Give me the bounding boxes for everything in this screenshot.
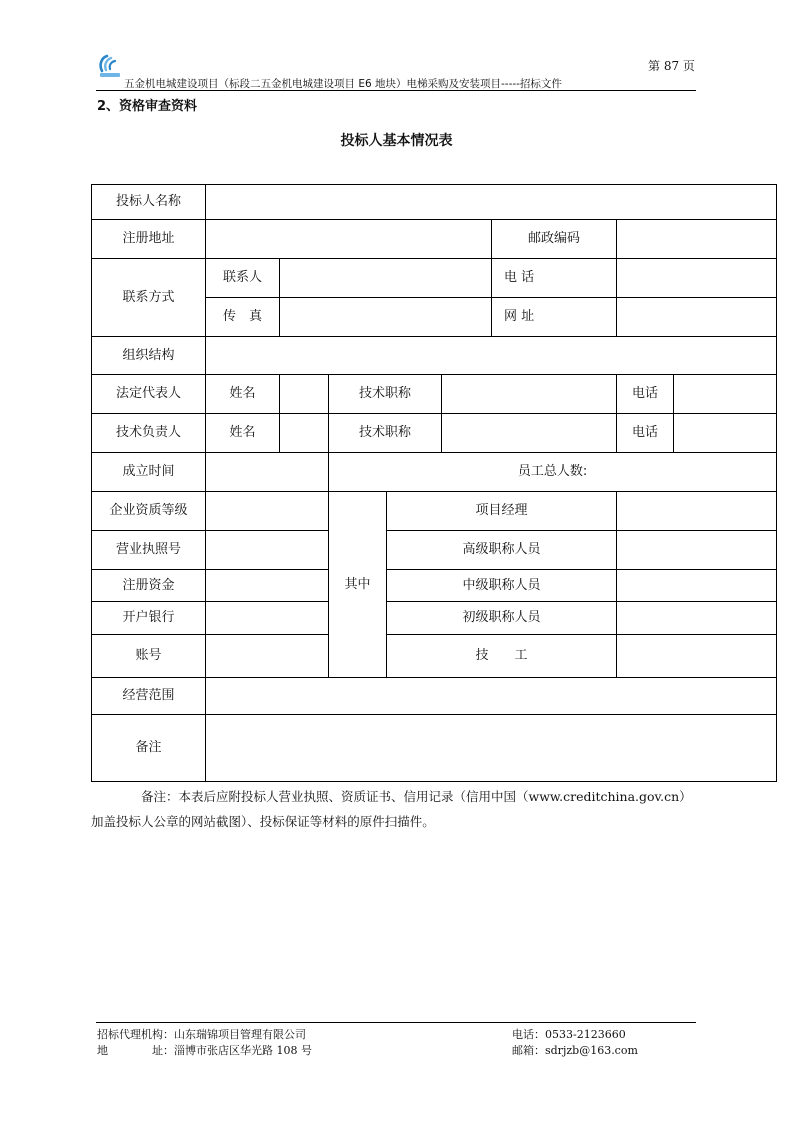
table-row bbox=[92, 453, 777, 492]
section-title: 2、资格审查资料 bbox=[97, 99, 198, 114]
label-legal-rep: 法定代表人 bbox=[92, 375, 206, 414]
footer-agency-value: 山东瑞锦项目管理有限公司 bbox=[174, 1028, 306, 1041]
table-note: 备注：本表后应附投标人营业执照、资质证书、信用记录（信用中国（www.creditchina.gov.cn）加盖投标人公章的网站截图）、投标保证等材料的原件扫描件。 bbox=[91, 789, 692, 829]
label-legal-rep-title: 技术职称 bbox=[329, 375, 442, 414]
field-founded[interactable] bbox=[206, 453, 329, 492]
label-legal-rep-name: 姓名 bbox=[206, 375, 280, 414]
bidder-info-table bbox=[91, 184, 777, 782]
document-title: 投标人基本情况表 bbox=[340, 133, 453, 149]
field-legal-rep-title[interactable] bbox=[442, 375, 617, 414]
label-bank: 开户银行 bbox=[92, 602, 206, 635]
field-org-structure[interactable] bbox=[206, 337, 777, 375]
page-number: 第 87 页 bbox=[648, 59, 695, 73]
label-technician: 技 工 bbox=[387, 635, 617, 678]
footer-address-label-b: 址： bbox=[152, 1044, 174, 1057]
label-project-manager: 项目经理 bbox=[387, 492, 617, 531]
label-website: 网 址 bbox=[492, 298, 617, 337]
label-org-structure: 组织结构 bbox=[92, 337, 206, 375]
table-row bbox=[92, 414, 777, 453]
field-reg-capital[interactable] bbox=[206, 570, 329, 602]
footer-phone-label: 电话： bbox=[512, 1028, 545, 1041]
footer-email-label: 邮箱： bbox=[512, 1044, 545, 1057]
field-legal-rep-name[interactable] bbox=[280, 375, 329, 414]
label-reg-address: 注册地址 bbox=[92, 220, 206, 259]
header-divider bbox=[96, 90, 696, 91]
field-remarks[interactable] bbox=[206, 715, 777, 782]
table-row bbox=[92, 220, 777, 259]
field-tech-lead-phone[interactable] bbox=[674, 414, 777, 453]
label-license-no: 营业执照号 bbox=[92, 531, 206, 570]
label-account: 账号 bbox=[92, 635, 206, 678]
label-postcode: 邮政编码 bbox=[492, 220, 617, 259]
label-remarks: 备注 bbox=[92, 715, 206, 782]
field-reg-address[interactable] bbox=[206, 220, 492, 259]
field-project-manager[interactable] bbox=[617, 492, 777, 531]
label-founded: 成立时间 bbox=[92, 453, 206, 492]
field-license-no[interactable] bbox=[206, 531, 329, 570]
field-legal-rep-phone[interactable] bbox=[674, 375, 777, 414]
label-junior-staff: 初级职称人员 bbox=[387, 602, 617, 635]
label-contact-phone: 电 话 bbox=[492, 259, 617, 298]
table-row bbox=[92, 259, 777, 298]
field-junior-staff[interactable] bbox=[617, 602, 777, 635]
label-bidder-name: 投标人名称 bbox=[92, 185, 206, 220]
label-reg-capital: 注册资金 bbox=[92, 570, 206, 602]
field-tech-lead-title[interactable] bbox=[442, 414, 617, 453]
footer-agency-label: 招标代理机构： bbox=[97, 1028, 174, 1041]
footer-address-label-a: 地 bbox=[97, 1044, 108, 1057]
table-row bbox=[92, 602, 777, 635]
field-contact-person[interactable] bbox=[280, 259, 492, 298]
label-tech-lead-phone: 电话 bbox=[617, 414, 674, 453]
table-row bbox=[92, 570, 777, 602]
label-mid-staff: 中级职称人员 bbox=[387, 570, 617, 602]
footer-email-value[interactable]: sdrjzb@163.com bbox=[545, 1044, 638, 1057]
field-qualification[interactable] bbox=[206, 492, 329, 531]
field-account[interactable] bbox=[206, 635, 329, 678]
table-row bbox=[92, 635, 777, 678]
table-row bbox=[92, 715, 777, 782]
table-row bbox=[92, 185, 777, 220]
company-logo bbox=[97, 53, 123, 79]
label-tech-lead: 技术负责人 bbox=[92, 414, 206, 453]
footer-phone bbox=[512, 1026, 626, 1042]
field-bank[interactable] bbox=[206, 602, 329, 635]
label-qualification: 企业资质等级 bbox=[92, 492, 206, 531]
label-business-scope: 经营范围 bbox=[92, 678, 206, 715]
table-row bbox=[92, 337, 777, 375]
field-postcode[interactable] bbox=[617, 220, 777, 259]
label-fax: 传 真 bbox=[206, 298, 280, 337]
label-tech-lead-name: 姓名 bbox=[206, 414, 280, 453]
footer-divider bbox=[96, 1022, 696, 1023]
field-website[interactable] bbox=[617, 298, 777, 337]
field-mid-staff[interactable] bbox=[617, 570, 777, 602]
label-total-staff: 员工总人数: bbox=[329, 453, 777, 492]
label-contact-method: 联系方式 bbox=[92, 259, 206, 337]
label-tech-lead-title: 技术职称 bbox=[329, 414, 442, 453]
label-contact-person: 联系人 bbox=[206, 259, 280, 298]
field-business-scope[interactable] bbox=[206, 678, 777, 715]
table-row bbox=[92, 531, 777, 570]
table-row bbox=[92, 375, 777, 414]
field-senior-staff[interactable] bbox=[617, 531, 777, 570]
label-among: 其中 bbox=[329, 492, 387, 678]
table-row bbox=[92, 492, 777, 531]
footer-email bbox=[512, 1042, 638, 1058]
footer-phone-value: 0533-2123660 bbox=[545, 1028, 626, 1041]
table-row bbox=[92, 678, 777, 715]
field-tech-lead-name[interactable] bbox=[280, 414, 329, 453]
footer-address bbox=[97, 1042, 312, 1058]
field-fax[interactable] bbox=[280, 298, 492, 337]
label-legal-rep-phone: 电话 bbox=[617, 375, 674, 414]
label-senior-staff: 高级职称人员 bbox=[387, 531, 617, 570]
field-technician[interactable] bbox=[617, 635, 777, 678]
footer-agency bbox=[97, 1026, 306, 1042]
field-contact-phone[interactable] bbox=[617, 259, 777, 298]
header-title: 五金机电城建设项目（标段二五金机电城建设项目 E6 地块）电梯采购及安装项目-----招标文件 bbox=[124, 78, 562, 90]
footer-address-value: 淄博市张店区华光路 108 号 bbox=[174, 1044, 312, 1057]
field-bidder-name[interactable] bbox=[206, 185, 777, 220]
